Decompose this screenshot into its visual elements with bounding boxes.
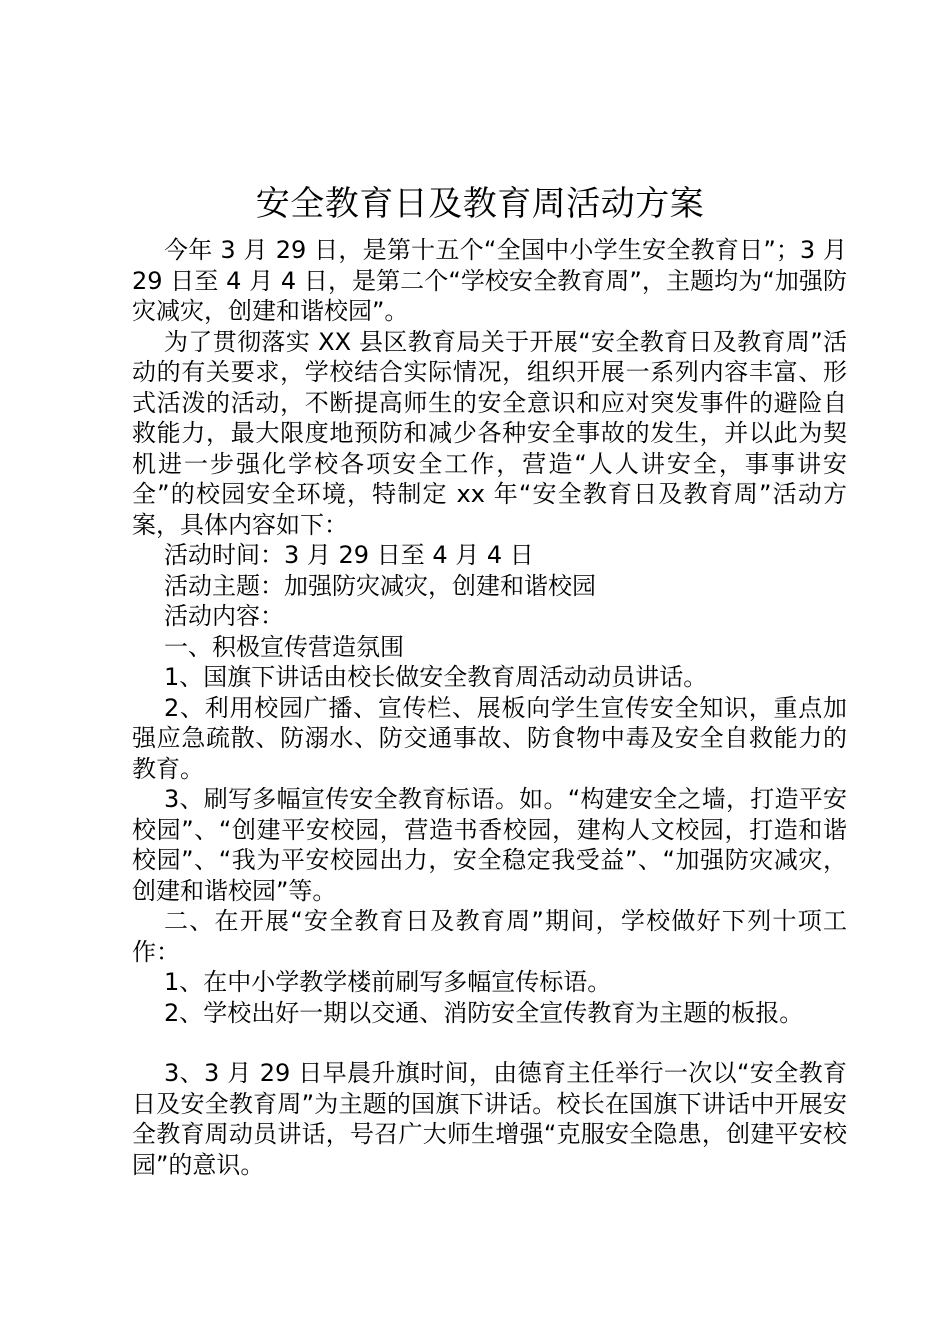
list-item-1-3: 3、刷写多幅宣传安全教育标语。如。“构建安全之墙，打造平安校园”、“创建平安校园，营造书香校园，建构人文校园，打造和谐校园”、“我为平安校园出力，安全稳定我受益”、“加强防灾减灾，创建和谐校园”等。 (132, 785, 847, 905)
list-item-2-3: 3、3 月 29 日早晨升旗时间，由德育主任举行一次以“安全教育日及安全教育周”为主题的国旗下讲话。校长在国旗下讲话中开展安全教育周动员讲话，号召广大师生增强“克服安全隐患，创建平安校园”的意识。 (132, 1059, 847, 1179)
list-item-2-1: 1、在中小学教学楼前刷写多幅宣传标语。 (164, 968, 612, 996)
paragraph-activity-theme: 活动主题：加强防灾减灾，创建和谐校园 (164, 571, 596, 600)
document-body (132, 235, 847, 1180)
list-item-1-2: 2、利用校园广播、宣传栏、展板向学生宣传安全知识，重点加强应急疏散、防溺水、防交通事故、防食物中毒及安全自救能力的教育。 (132, 693, 847, 783)
list-item-1-1: 1、国旗下讲话由校长做安全教育周活动动员讲话。 (164, 663, 708, 691)
section-heading-2: 二、在开展“安全教育日及教育周”期间，学校做好下列十项工作： (132, 907, 847, 966)
section-heading-1: 一、积极宣传营造氛围 (164, 632, 404, 661)
paragraph-purpose: 为了贯彻落实 XX 县区教育局关于开展“安全教育日及教育周”活动的有关要求，学校结合实际情况，组织开展一系列内容丰富、形式活泼的活动，不断提高师生的安全意识和应对突发事件的避险自救能力，最大限度地预防和减少各种安全事故的发生，并以此为契机进一步强化学校各项安全工作，营造“人人讲安全，事事讲安全”的校园安全环境，特制定 xx 年“安全教育日及教育周”活动方案，具体内容如下： (132, 327, 847, 539)
paragraph-activity-content-heading: 活动内容： (164, 602, 284, 630)
list-item-2-2: 2、学校出好一期以交通、消防安全宣传教育为主题的板报。 (164, 998, 804, 1027)
document-title: 安全教育日及教育周活动方案 (255, 184, 705, 224)
paragraph-activity-time: 活动时间：3 月 29 日至 4 月 4 日 (164, 541, 534, 569)
paragraph-intro: 今年 3 月 29 日，是第十五个“全国中小学生安全教育日”；3 月 29 日至 4 月 4 日，是第二个“学校安全教育周”，主题均为“加强防灾减灾，创建和谐校园”。 (132, 236, 847, 325)
